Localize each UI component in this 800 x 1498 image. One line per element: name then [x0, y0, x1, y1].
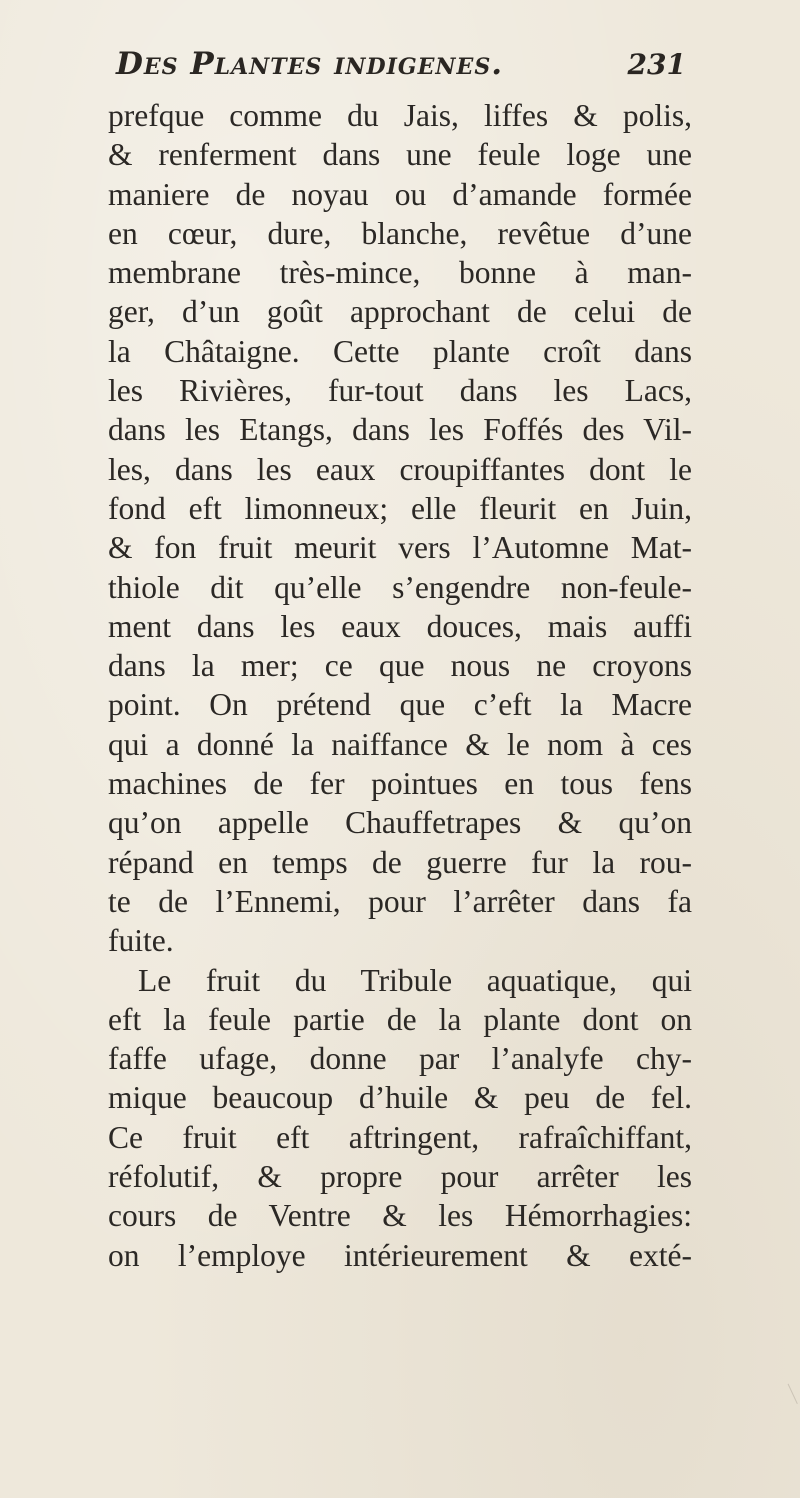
text-line: mique beaucoup d’huile & peu de fel. — [108, 1080, 692, 1116]
text-line: & renferment dans une feule loge une — [108, 137, 692, 173]
text-line: les, dans les eaux croupiffantes dont le — [108, 451, 692, 487]
text-line: ment dans les eaux douces, mais auffi — [108, 608, 692, 644]
text-line: en cœur, dure, blanche, revêtue d’une — [108, 215, 692, 251]
text-line: cours de Ventre & les Hémorrhagies: — [108, 1198, 692, 1234]
text-line: Le fruit du Tribule aquatique, qui — [138, 962, 692, 998]
text-line: fuite. — [108, 923, 174, 959]
paper-mark — [788, 1382, 800, 1404]
text-line: membrane très-mince, bonne à man- — [108, 255, 692, 291]
text-line: les Rivières, fur-tout dans les Lacs, — [108, 373, 692, 409]
body-text — [108, 96, 692, 1275]
text-line: thiole dit qu’elle s’engendre non-feule- — [108, 569, 692, 605]
text-line: prefque comme du Jais, liffes & polis, — [108, 98, 692, 133]
text-line: maniere de noyau ou d’amande formée — [108, 176, 692, 212]
running-title: Des Plantes indigenes. — [116, 46, 503, 82]
text-line: point. On prétend que c’eft la Macre — [108, 687, 692, 723]
text-line: ger, d’un goût approchant de celui de — [108, 294, 692, 330]
text-line: fond eft limonneux; elle fleurit en Juin, — [108, 490, 692, 526]
text-line: la Châtaigne. Cette plante croît dans — [108, 333, 692, 369]
text-line: dans la mer; ce que nous ne croyons — [108, 648, 692, 684]
page-number: 231 — [627, 48, 686, 81]
text-line: dans les Etangs, dans les Foffés des Vil- — [108, 412, 692, 448]
text-line: réfolutif, & propre pour arrêter les — [108, 1159, 692, 1195]
text-line: eft la feule partie de la plante dont on — [108, 1001, 692, 1037]
text-line: répand en temps de guerre fur la rou- — [108, 844, 692, 880]
text-line: qu’on appelle Chauffetrapes & qu’on — [108, 805, 692, 841]
page-header — [116, 44, 686, 98]
text-line: faffe ufage, donne par l’analyfe chy- — [108, 1041, 692, 1077]
text-line: machines de fer pointues en tous fens — [108, 766, 692, 802]
text-line: Ce fruit eft aftringent, rafraîchiffant, — [108, 1119, 692, 1155]
text-line: qui a donné la naiffance & le nom à ces — [108, 726, 692, 762]
text-line: te de l’Ennemi, pour l’arrêter dans fa — [108, 883, 692, 919]
text-line: on l’employe intérieurement & exté- — [108, 1237, 692, 1273]
text-line: & fon fruit meurit vers l’Automne Mat- — [108, 530, 692, 566]
